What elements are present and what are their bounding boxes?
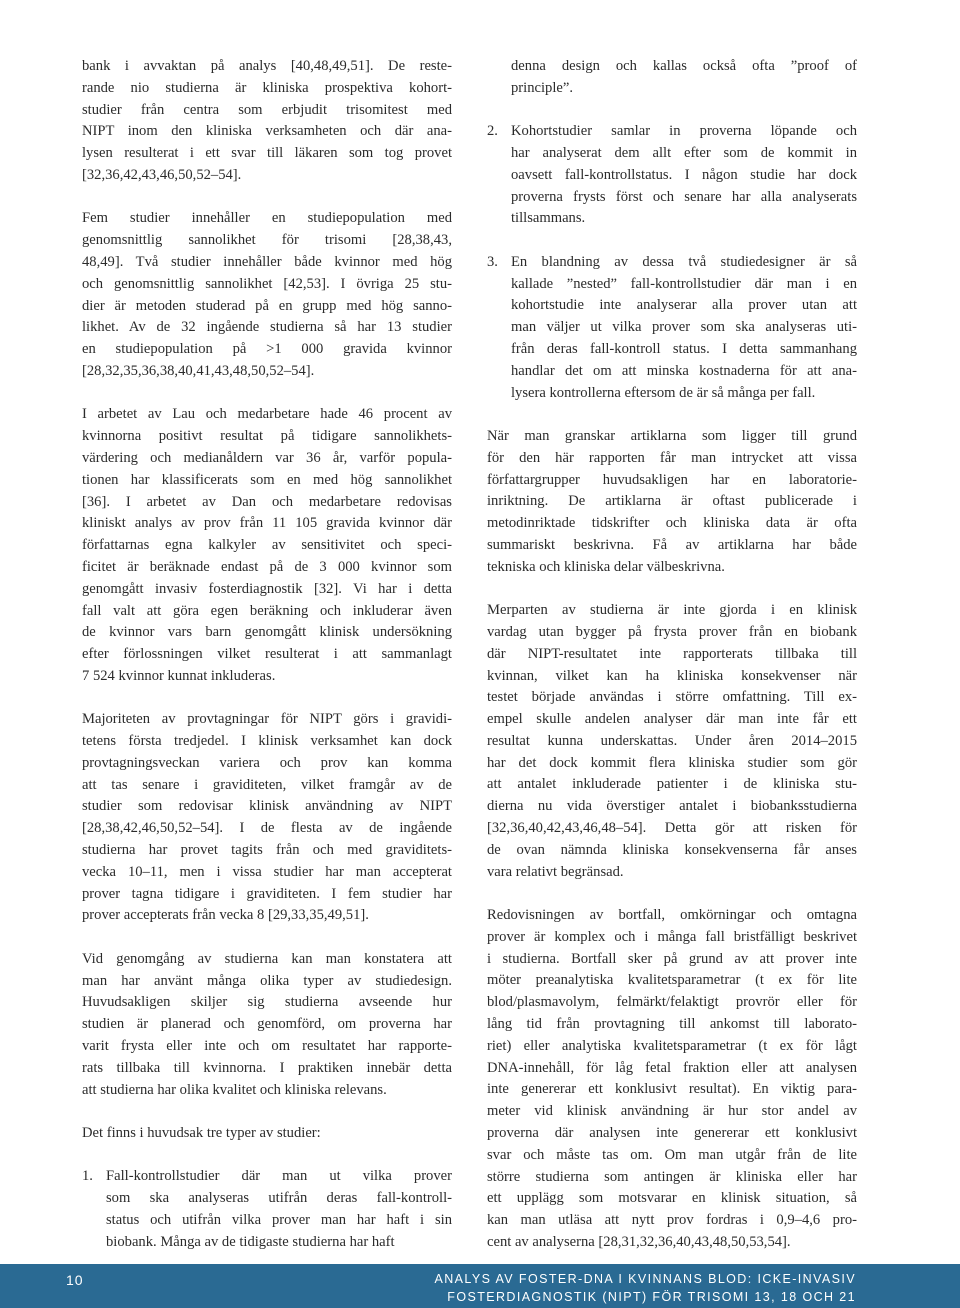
text-line: [32,36,40,42,43,46,48–54]. Detta gör att risken för [487, 820, 857, 837]
text-line: [28,38,42,46,50,52–54]. I de flesta av de ingående [82, 820, 452, 837]
text-line: vara relativt begränsad. [487, 863, 624, 880]
text-line: en studiepopulation på >1 000 gravida kvinnor [82, 341, 452, 358]
text-line: inriktning. De artiklarna är oftast publicerade i [487, 493, 857, 510]
text-line: summariskt beskrivna. Få av artiklarna har både [487, 536, 857, 553]
text-line: att studierna har olika kvalitet och kliniska relevans. [82, 1081, 387, 1098]
text-line: empel skulle andelen analyser där man inte får ett [487, 711, 857, 728]
text-line: prover är komplex och i många fall bristfälligt beskrivet [487, 928, 857, 945]
right-column [487, 56, 857, 1254]
list-item-text [106, 1166, 452, 1253]
text-line: prover tagna tidigare i graviditeten. I fem studier har [82, 885, 452, 902]
text-line: studien är planerad och genomförd, om proverna har [82, 1016, 452, 1033]
text-line: tekniska och kliniska delar välbeskrivna. [487, 558, 725, 575]
text-line: I arbetet av Lau och medarbetare hade 46 procent av [82, 406, 452, 423]
text-line: kliniskt analys av prov från 11 105 gravida kvinnor där [82, 515, 452, 532]
text-line: meter vid klinisk användning är hur stor andel av [487, 1103, 857, 1120]
text-line: kallade ”nested” fall-kontrollstudier där man i en [511, 275, 857, 292]
running-title-line: ANALYS AV FOSTER-DNA I KVINNANS BLOD: ICKE-INVASIV [434, 1272, 856, 1286]
text-line: principle”. [511, 79, 573, 96]
paragraph [82, 208, 452, 382]
paragraph [487, 600, 857, 883]
text-line: i studierna. Bortfall sker på grund av att prover inte [487, 950, 857, 967]
text-line: handlar det om att minska kostnaderna för att ana- [511, 362, 857, 379]
text-line: testet började användas i större omfattning. Till ex- [487, 689, 857, 706]
text-line: större studierna som antingen är kliniska eller har [487, 1168, 857, 1185]
paragraph [82, 949, 452, 1102]
list-item [487, 252, 857, 405]
text-line: provtagningsveckan variera och prov kan komma [82, 754, 452, 771]
text-line: från deras fall-kontroll status. I detta sammanhang [511, 340, 857, 357]
text-line: studierna har provet tagits från och med graviditets- [82, 842, 452, 859]
text-line: [32,36,42,43,46,50,52–54]. [82, 166, 242, 183]
paragraph [82, 404, 452, 687]
list-item [487, 121, 857, 230]
text-line: [36]. I arbetet av Dan och medarbetare redovisas [82, 493, 452, 510]
text-line: lysera kontrollerna eftersom de är så många per fall. [511, 384, 816, 401]
text-line: tetens första tredjedel. I klinisk verksamhet kan dock [82, 733, 452, 750]
list-item [487, 56, 857, 100]
text-line: studier som redovisar klinisk användning av NIPT [82, 798, 452, 815]
text-line: När man granskar artiklarna som ligger till grund [487, 427, 857, 444]
text-line: proverna frysts först och senare har alla analyserats [511, 188, 857, 205]
text-line: att antalet inkluderade patienter i de kliniska stu- [487, 776, 857, 793]
list-item-number: 2. [487, 123, 498, 140]
text-line: för den här rapporten får man intrycket att vissa [487, 449, 857, 466]
text-line: de kvinnor vars barn genomgått klinisk undersökning [82, 624, 452, 641]
text-line: Vid genomgång av studierna kan man konstatera att [82, 950, 452, 967]
text-line: som ska analyseras utifrån deras fall-kontroll- [106, 1190, 452, 1207]
text-line: ficitet är beräknade endast på de 3 000 kvinnor som [82, 558, 452, 575]
text-line: har analyserat dem allt efter som de kommit in [511, 144, 857, 161]
text-line: kvinnorna positivt resultat på tidigare sannolikhets- [82, 428, 452, 445]
text-line: Fall-kontrollstudier där man ut vilka prover [106, 1168, 452, 1185]
text-line: lysen resulterat i ett svar till läkaren som tog provet [82, 145, 452, 162]
text-line: vardag utan bygger på frysta prover från en biobank [487, 623, 857, 640]
list-item-text [511, 252, 857, 405]
text-line: 7 524 kvinnor kunnat inkluderas. [82, 667, 276, 684]
text-line: Fem studier innehåller en studiepopulation med [82, 210, 452, 227]
text-line: biobank. Många av de tidigaste studierna har haft [106, 1233, 395, 1250]
text-line: riet) eller analytiska kvalitetsparametrar (t ex för lågt [487, 1037, 857, 1054]
text-line: prover accepterats från vecka 8 [29,33,35,49,51]. [82, 907, 369, 924]
text-line: oavsett fall-kontrollstatus. I någon studie har dock [511, 166, 857, 183]
text-line: varit frysta eller inte och om resultatet har rapporte- [82, 1038, 452, 1055]
text-line: tionen har klassificerats som en med hög sannolikhet [82, 471, 452, 488]
text-line: resultat kunna underskattas. Under åren 2014–2015 [487, 732, 857, 749]
text-line: studier från centra som erbjudit trisomitest med [82, 101, 452, 118]
text-line: rande nio studierna är kliniska prospektiva kohort- [82, 79, 452, 96]
text-line: Merparten av studierna är inte gjorda i en klinisk [487, 602, 857, 619]
text-line: författargrupper huvudsakligen har en laboratorie- [487, 471, 857, 488]
text-line: En blandning av dessa två studiedesigner är så [511, 253, 857, 270]
list-item-number: 1. [82, 1168, 93, 1185]
text-line: och genomsnittlig sannolikhet [42,53]. I övriga 25 stu- [82, 275, 452, 292]
running-title-line: FOSTERDIAGNOSTIK (NIPT) FÖR TRISOMI 13, 18 OCH 21 [447, 1290, 856, 1304]
text-line: fall valt att göra egen beräkning och inkluderar även [82, 602, 452, 619]
text-line: DNA-innehåll, för låg fetal fraktion eller att analysen [487, 1059, 857, 1076]
paragraph [82, 56, 452, 187]
text-line: författarnas egna kalkyler av sensitivitet och speci- [82, 537, 452, 554]
text-line: värdering och medianåldern var 36 år, varför popula- [82, 449, 452, 466]
text-line: kvinnan, vilket kan ha kliniska konsekvenser när [487, 667, 857, 684]
text-line: de ovan nämnda kliniska konsekvenserna får anses [487, 841, 857, 858]
text-line: svar och måste tas om. Om man utgår från de lite [487, 1146, 857, 1163]
text-line: Majoriteten av provtagningar för NIPT görs i gravidi- [82, 711, 452, 728]
paragraph [487, 905, 857, 1254]
text-line: bank i avvaktan på analys [40,48,49,51]. De reste- [82, 58, 452, 74]
text-line: cent av analyserna [28,31,32,36,40,43,48,50,53,54]. [487, 1234, 791, 1251]
list-item [82, 1166, 452, 1253]
text-line: likhet. Av de 32 ingående studierna så har 13 studier [82, 319, 452, 336]
text-line: har det dock kommit flera kliniska studier som gör [487, 754, 857, 771]
text-line: NIPT inom den kliniska verksamheten och där ana- [82, 123, 452, 140]
text-line: inte genererar ett konklusivt resultat). En viktig para- [487, 1081, 857, 1098]
page-number: 10 [66, 1272, 84, 1288]
text-line: genomgått invasiv fosterdiagnostik [32]. Vi har i detta [82, 580, 452, 597]
text-line: vecka 10–11, men i vissa studier har man accepterat [82, 863, 452, 880]
footer-bar [0, 1264, 960, 1308]
list-item-text [511, 121, 857, 230]
text-line: proverna där analysen inte genererar ett konklusivt [487, 1125, 857, 1142]
text-line: man har använt många olika typer av studiedesign. [82, 972, 452, 989]
text-line: Kohortstudier samlar in proverna löpande och [511, 123, 857, 140]
text-line: ett upplägg som motsvarar en klinisk situation, så [487, 1190, 857, 1207]
text-line: status och utifrån vilka prover man har haft i sin [106, 1212, 452, 1229]
text-line: tillsammans. [511, 210, 586, 227]
list-item-number: 3. [487, 253, 498, 270]
paragraph [82, 1123, 452, 1145]
running-title [435, 1270, 856, 1306]
text-line: Redovisningen av bortfall, omkörningar och omtagna [487, 907, 857, 924]
text-line: Det finns i huvudsak tre typer av studier: [82, 1125, 321, 1142]
text-line: rats tillbaka till kvinnorna. I praktiken innebär detta [82, 1059, 452, 1076]
text-line: blod/plasmavolym, felmärkt/felaktigt provrör eller för [487, 994, 857, 1011]
text-line: man väljer ut vilka prover som ska analyseras uti- [511, 319, 857, 336]
text-line: kan man utläsa att nytt prov fordras i 0,9–4,6 pro- [487, 1212, 857, 1229]
paragraph [82, 709, 452, 927]
list-item-text [511, 56, 857, 100]
text-line: kohortstudie inte analyserar alla prover utan att [511, 297, 857, 314]
text-line: lång tid från provtagning till ankomst till laborato- [487, 1016, 857, 1033]
text-line: där NIPT-resultatet inte rapporterats tillbaka till [487, 645, 857, 662]
paragraph [487, 426, 857, 579]
left-column [82, 56, 452, 1254]
text-line: dierna nu vida överstiger antalet i biobanksstudierna [487, 798, 857, 815]
text-line: möter preanalytiska kvalitetsparametrar (t ex för lite [487, 972, 857, 989]
text-line: efter förlossningen vilket resulterat i att sammanlagt [82, 646, 452, 663]
text-line: att tas senare i graviditeten, vilket framgår av de [82, 776, 452, 793]
text-line: metodinriktade tidskrifter och kliniska data är ofta [487, 515, 857, 532]
text-line: Huvudsakligen skiljer sig studierna avseende hur [82, 994, 452, 1011]
text-line: genomsnittlig sannolikhet för trisomi [28,38,43, [82, 232, 452, 249]
text-line: [28,32,35,36,38,40,41,43,48,50,52–54]. [82, 362, 315, 379]
text-line: denna design och kallas också ofta ”proof of [511, 58, 857, 74]
text-line: 48,49]. Två studier innehåller både kvinnor med hög [82, 253, 452, 270]
text-line: dier är metoden studerad på en grupp med hög sanno- [82, 297, 452, 314]
